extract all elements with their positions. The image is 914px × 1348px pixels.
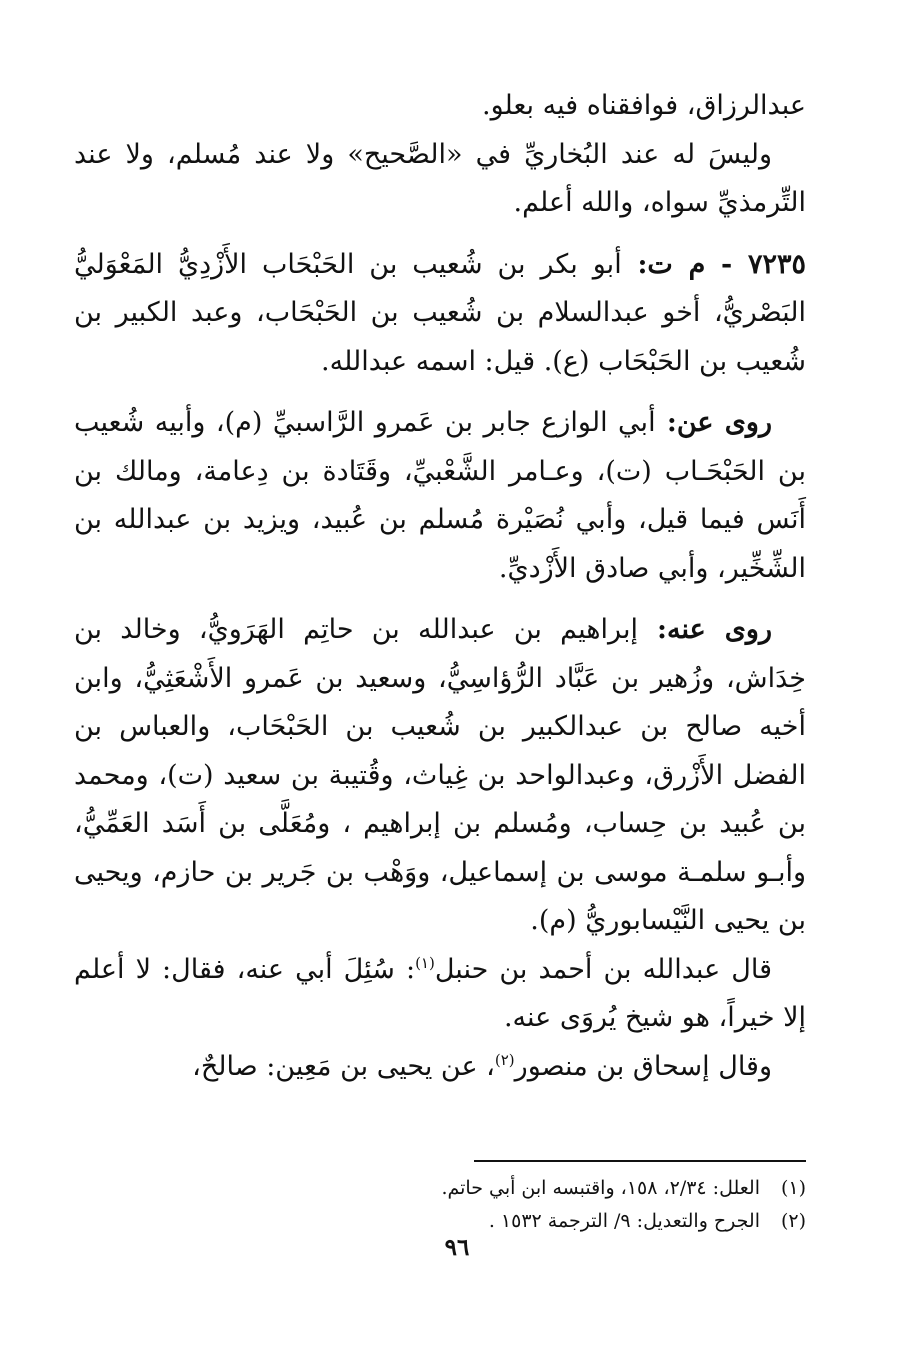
- narrated-by-label: روى عنه:: [637, 614, 772, 645]
- page-number: ٩٦: [444, 1234, 470, 1261]
- quote1-after: : سُئِلَ أبي عنه، فقال: لا أعلم إلا خيراً، هو شيخ يُروَى عنه.: [74, 953, 806, 1033]
- footnote-ref-1[interactable]: (١): [415, 953, 435, 972]
- footnote-1-text: العلل: ٢/٣٤، ١٥٨، واقتبسه ابن أبي حاتم.: [441, 1177, 760, 1199]
- entry-symbols: - م ت:: [621, 248, 748, 280]
- footnote-ref-2[interactable]: (٢): [494, 1050, 515, 1069]
- main-text: [74, 82, 806, 1091]
- entry-header: [74, 241, 806, 387]
- entry-number: ٧٢٣٥: [747, 248, 806, 280]
- quote2-before: وقال إسحاق بن منصور: [514, 1050, 772, 1082]
- narrated-by-paragraph: [74, 606, 806, 946]
- footnotes: [120, 1172, 806, 1238]
- footnote-1: [120, 1172, 806, 1205]
- quote2-after: ، عن يحيى بن مَعِين: صالحٌ،: [192, 1050, 495, 1082]
- narrated-from-label: روى عن:: [655, 407, 772, 438]
- note-paragraph: وليسَ له عند البُخاريِّ في «الصَّحيح» ولا عند مُسلم، ولا عند التِّرمذيِّ سواه، والله أعلم.: [74, 138, 806, 218]
- quote-paragraph-2: [74, 1043, 806, 1092]
- footnote-2-number: (٢): [780, 1210, 806, 1232]
- quote1-before: قال عبدالله بن أحمد بن حنبل: [434, 953, 773, 985]
- continuation-line: عبدالرزاق، فوافقناه فيه بعلو.: [482, 90, 806, 121]
- footnote-divider: [474, 1160, 806, 1162]
- footnote-2-text: الجرح والتعديل: ٩/ الترجمة ١٥٣٢ .: [488, 1210, 760, 1232]
- narrated-from-text: أبي الوازع جابر بن عَمرو الرَّاسبيِّ (م)، وأبيه شُعيب بن الحَبْحَـاب (ت)، وعـامر الشَّعْبيِّ، وقَتَادة بن دِعامة، ومالك بن أَنَس فيما قيل، وأبي نُصَيْرة مُسلم بن عُبيد، ويزيد بن عبدالله بن الشِّخِّير، وأبي صادق الأَزْديِّ.: [74, 407, 806, 584]
- entry-header-text: أبو بكر بن شُعيب بن الحَبْحَاب الأَزْدِيُّ المَعْوَليُّ البَصْريُّ، أخو عبدالسلام بن شُعيب بن الحَبْحَاب، وعبد الكبير بن شُعيب بن الحَبْحَاب (ع). قيل: اسمه عبدالله.: [74, 248, 806, 377]
- narrated-by-text: إبراهيم بن عبدالله بن حاتِم الهَرَويُّ، وخالد بن خِدَاش، وزُهير بن عَبَّاد الرُّؤاسِيُّ، وسعيد بن عَمرو الأَشْعَثِيُّ، وابن أخيه صالح بن عبدالكبير بن شُعيب بن الحَبْحَاب، والعباس بن الفضل الأَزْرق، وعبدالواحد بن غِياث، وقُتيبة بن سعيد (ت)، ومحمد بن عُبيد بن حِساب، ومُسلم بن إبراهيم ، ومُعَلَّى بن أَسَد العَمِّيُّ، وأبـو سلمـة موسى بن إسماعيل، ووَهْب بن جَرير بن حازم، ويحيى بن يحيى النَّيْسابوريُّ (م).: [74, 614, 806, 936]
- quote-paragraph-1: [74, 946, 806, 1043]
- footnote-1-number: (١): [780, 1177, 806, 1199]
- narrated-from-paragraph: [74, 399, 806, 593]
